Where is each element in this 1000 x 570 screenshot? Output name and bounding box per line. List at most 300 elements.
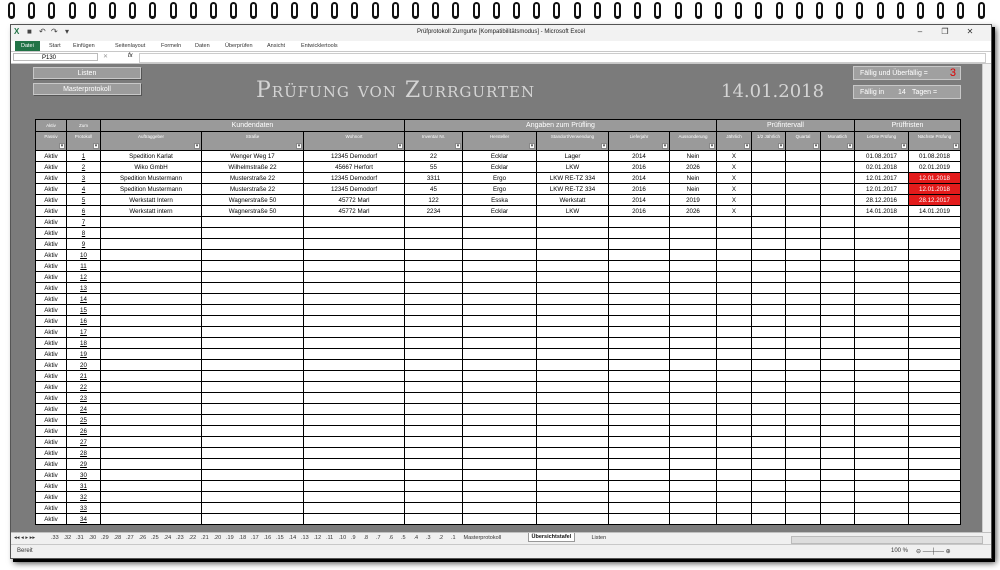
empty-cell[interactable] (786, 459, 821, 470)
empty-cell[interactable] (304, 360, 405, 371)
protokoll-link[interactable]: 30 (67, 470, 101, 481)
standort-cell[interactable]: Lager (537, 151, 609, 162)
empty-cell[interactable] (405, 349, 463, 360)
save-icon[interactable]: ■ (27, 27, 32, 36)
empty-cell[interactable] (855, 239, 909, 250)
empty-cell[interactable] (786, 503, 821, 514)
empty-cell[interactable] (909, 404, 961, 415)
empty-cell[interactable] (537, 228, 609, 239)
empty-cell[interactable] (101, 338, 202, 349)
empty-cell[interactable] (752, 415, 786, 426)
empty-cell[interactable] (537, 371, 609, 382)
close-icon[interactable]: ✕ (966, 27, 974, 36)
empty-cell[interactable] (670, 470, 717, 481)
empty-cell[interactable] (405, 448, 463, 459)
empty-cell[interactable] (670, 503, 717, 514)
sheet-tab[interactable]: .31 (76, 535, 84, 541)
empty-cell[interactable] (202, 481, 304, 492)
empty-cell[interactable] (821, 327, 855, 338)
monatlich-cell[interactable] (821, 206, 855, 217)
empty-cell[interactable] (609, 272, 670, 283)
empty-cell[interactable] (537, 415, 609, 426)
empty-cell[interactable] (101, 437, 202, 448)
empty-cell[interactable] (855, 382, 909, 393)
empty-cell[interactable] (609, 316, 670, 327)
empty-cell[interactable] (405, 360, 463, 371)
aktiv-cell[interactable]: Aktiv (36, 228, 67, 239)
empty-cell[interactable] (786, 228, 821, 239)
sheet-tab[interactable]: .15 (276, 535, 284, 541)
aktiv-cell[interactable]: Aktiv (36, 437, 67, 448)
protokoll-link[interactable]: 25 (67, 415, 101, 426)
quartal-cell[interactable] (786, 162, 821, 173)
empty-cell[interactable] (405, 481, 463, 492)
strasse-cell[interactable]: Wilhelmstraße 22 (202, 162, 304, 173)
quartal-cell[interactable] (786, 195, 821, 206)
empty-cell[interactable] (304, 294, 405, 305)
empty-cell[interactable] (101, 217, 202, 228)
empty-cell[interactable] (202, 360, 304, 371)
empty-cell[interactable] (752, 360, 786, 371)
aussonderung-cell[interactable]: 2026 (670, 206, 717, 217)
aussonderung-cell[interactable]: 2019 (670, 195, 717, 206)
empty-cell[interactable] (463, 448, 537, 459)
empty-cell[interactable] (717, 393, 752, 404)
empty-cell[interactable] (609, 283, 670, 294)
empty-cell[interactable] (717, 492, 752, 503)
empty-cell[interactable] (304, 371, 405, 382)
empty-cell[interactable] (304, 393, 405, 404)
empty-cell[interactable] (670, 514, 717, 525)
empty-cell[interactable] (821, 459, 855, 470)
empty-cell[interactable] (909, 239, 961, 250)
empty-cell[interactable] (909, 261, 961, 272)
redo-icon[interactable]: ↷ (51, 27, 58, 36)
strasse-cell[interactable]: Musterstraße 22 (202, 184, 304, 195)
aktiv-cell[interactable]: Aktiv (36, 327, 67, 338)
quartal-cell[interactable] (786, 184, 821, 195)
empty-cell[interactable] (821, 261, 855, 272)
empty-cell[interactable] (786, 272, 821, 283)
aktiv-cell[interactable]: Aktiv (36, 349, 67, 360)
empty-cell[interactable] (304, 404, 405, 415)
empty-cell[interactable] (855, 448, 909, 459)
empty-cell[interactable] (463, 228, 537, 239)
protokoll-link[interactable]: 31 (67, 481, 101, 492)
empty-cell[interactable] (537, 437, 609, 448)
empty-cell[interactable] (463, 514, 537, 525)
empty-cell[interactable] (101, 481, 202, 492)
empty-cell[interactable] (202, 338, 304, 349)
empty-cell[interactable] (202, 294, 304, 305)
empty-cell[interactable] (909, 360, 961, 371)
filter-dropdown-icon[interactable]: ▾ (710, 143, 714, 149)
empty-cell[interactable] (537, 448, 609, 459)
empty-cell[interactable] (101, 382, 202, 393)
letzte-pruefung-cell[interactable]: 12.01.2017 (855, 173, 909, 184)
wohnort-cell[interactable]: 12345 Demodorf (304, 151, 405, 162)
empty-cell[interactable] (609, 360, 670, 371)
standort-cell[interactable]: LKW RE-TZ 334 (537, 173, 609, 184)
sheet-tab[interactable]: Masterprotokoll (463, 535, 502, 541)
empty-cell[interactable] (101, 415, 202, 426)
lieferjahr-cell[interactable]: 2016 (609, 206, 670, 217)
empty-cell[interactable] (855, 371, 909, 382)
empty-cell[interactable] (752, 492, 786, 503)
vertical-scrollbar[interactable] (982, 64, 991, 532)
empty-cell[interactable] (717, 250, 752, 261)
empty-cell[interactable] (405, 459, 463, 470)
empty-cell[interactable] (855, 503, 909, 514)
protokoll-link[interactable]: 1 (67, 151, 101, 162)
sheet-tab[interactable]: .23 (176, 535, 184, 541)
protokoll-link[interactable]: 5 (67, 195, 101, 206)
faellig-in-days[interactable]: 14 (898, 89, 906, 96)
empty-cell[interactable] (405, 382, 463, 393)
filter-dropdown-icon[interactable]: ▾ (602, 143, 606, 149)
empty-cell[interactable] (202, 228, 304, 239)
empty-cell[interactable] (202, 415, 304, 426)
ribbon-tab[interactable]: Seitenlayout (115, 43, 146, 49)
jaehrlich-cell[interactable]: X (717, 162, 752, 173)
quartal-cell[interactable] (786, 151, 821, 162)
empty-cell[interactable] (909, 470, 961, 481)
empty-cell[interactable] (609, 371, 670, 382)
sheet-tab[interactable]: .8 (363, 535, 369, 541)
empty-cell[interactable] (463, 393, 537, 404)
letzte-pruefung-cell[interactable]: 01.08.2017 (855, 151, 909, 162)
auftraggeber-cell[interactable]: Werkstatt intern (101, 206, 202, 217)
empty-cell[interactable] (909, 514, 961, 525)
empty-cell[interactable] (304, 272, 405, 283)
empty-cell[interactable] (717, 459, 752, 470)
filter-dropdown-icon[interactable]: ▾ (297, 143, 301, 149)
empty-cell[interactable] (821, 448, 855, 459)
empty-cell[interactable] (855, 481, 909, 492)
protokoll-link[interactable]: 10 (67, 250, 101, 261)
empty-cell[interactable] (752, 305, 786, 316)
wohnort-cell[interactable]: 12345 Demodorf (304, 173, 405, 184)
ribbon-tab[interactable]: Start (49, 43, 61, 49)
protokoll-link[interactable]: 8 (67, 228, 101, 239)
empty-cell[interactable] (304, 283, 405, 294)
letzte-pruefung-cell[interactable]: 12.01.2017 (855, 184, 909, 195)
empty-cell[interactable] (405, 338, 463, 349)
empty-cell[interactable] (405, 239, 463, 250)
inventar-cell[interactable]: 45 (405, 184, 463, 195)
empty-cell[interactable] (304, 239, 405, 250)
empty-cell[interactable] (463, 272, 537, 283)
empty-cell[interactable] (405, 437, 463, 448)
empty-cell[interactable] (537, 492, 609, 503)
letzte-pruefung-cell[interactable]: 28.12.2016 (855, 195, 909, 206)
empty-cell[interactable] (609, 415, 670, 426)
empty-cell[interactable] (909, 415, 961, 426)
sheet-tab[interactable]: .32 (63, 535, 72, 541)
standort-cell[interactable]: LKW (537, 206, 609, 217)
empty-cell[interactable] (752, 503, 786, 514)
empty-cell[interactable] (821, 393, 855, 404)
filter-dropdown-icon[interactable]: ▾ (663, 143, 667, 149)
empty-cell[interactable] (752, 393, 786, 404)
empty-cell[interactable] (463, 371, 537, 382)
sheet-tab[interactable]: .26 (138, 535, 147, 541)
aktiv-cell[interactable]: Aktiv (36, 250, 67, 261)
empty-cell[interactable] (463, 283, 537, 294)
empty-cell[interactable] (670, 371, 717, 382)
empty-cell[interactable] (855, 283, 909, 294)
empty-cell[interactable] (909, 305, 961, 316)
empty-cell[interactable] (609, 382, 670, 393)
protokoll-link[interactable]: 23 (67, 393, 101, 404)
aktiv-cell[interactable]: Aktiv (36, 415, 67, 426)
empty-cell[interactable] (821, 250, 855, 261)
halbjaehrlich-cell[interactable] (752, 173, 786, 184)
protokoll-link[interactable]: 18 (67, 338, 101, 349)
empty-cell[interactable] (405, 514, 463, 525)
protokoll-link[interactable]: 13 (67, 283, 101, 294)
empty-cell[interactable] (717, 327, 752, 338)
empty-cell[interactable] (101, 283, 202, 294)
empty-cell[interactable] (821, 415, 855, 426)
empty-cell[interactable] (304, 382, 405, 393)
empty-cell[interactable] (101, 360, 202, 371)
empty-cell[interactable] (304, 437, 405, 448)
auftraggeber-cell[interactable]: Werkstatt Intern (101, 195, 202, 206)
empty-cell[interactable] (202, 437, 304, 448)
empty-cell[interactable] (537, 250, 609, 261)
empty-cell[interactable] (202, 382, 304, 393)
empty-cell[interactable] (609, 294, 670, 305)
protokoll-link[interactable]: 22 (67, 382, 101, 393)
sheet-tab[interactable]: .9 (351, 535, 356, 541)
strasse-cell[interactable]: Musterstraße 22 (202, 173, 304, 184)
empty-cell[interactable] (463, 327, 537, 338)
empty-cell[interactable] (537, 338, 609, 349)
standort-cell[interactable]: LKW (537, 162, 609, 173)
sheet-tab[interactable]: .4 (413, 535, 419, 541)
empty-cell[interactable] (537, 459, 609, 470)
halbjaehrlich-cell[interactable] (752, 184, 786, 195)
letzte-pruefung-cell[interactable]: 14.01.2018 (855, 206, 909, 217)
aktiv-cell[interactable]: Aktiv (36, 448, 67, 459)
empty-cell[interactable] (304, 228, 405, 239)
protokoll-link[interactable]: 2 (67, 162, 101, 173)
empty-cell[interactable] (609, 305, 670, 316)
sheet-tab[interactable]: .30 (88, 535, 97, 541)
naechste-pruefung-cell[interactable]: 28.12.2017 (909, 195, 961, 206)
empty-cell[interactable] (609, 470, 670, 481)
sheet-tab[interactable]: .13 (301, 535, 309, 541)
sheet-tab[interactable]: .18 (238, 535, 247, 541)
filter-dropdown-icon[interactable]: ▾ (902, 143, 906, 149)
naechste-pruefung-cell[interactable]: 14.01.2019 (909, 206, 961, 217)
empty-cell[interactable] (101, 228, 202, 239)
empty-cell[interactable] (101, 503, 202, 514)
empty-cell[interactable] (786, 338, 821, 349)
empty-cell[interactable] (786, 250, 821, 261)
empty-cell[interactable] (537, 393, 609, 404)
empty-cell[interactable] (101, 294, 202, 305)
aktiv-cell[interactable]: Aktiv (36, 404, 67, 415)
empty-cell[interactable] (202, 261, 304, 272)
empty-cell[interactable] (202, 470, 304, 481)
empty-cell[interactable] (821, 228, 855, 239)
empty-cell[interactable] (463, 250, 537, 261)
empty-cell[interactable] (855, 272, 909, 283)
aktiv-cell[interactable]: Aktiv (36, 206, 67, 217)
empty-cell[interactable] (405, 294, 463, 305)
empty-cell[interactable] (101, 448, 202, 459)
empty-cell[interactable] (855, 327, 909, 338)
empty-cell[interactable] (537, 426, 609, 437)
empty-cell[interactable] (463, 217, 537, 228)
protokoll-link[interactable]: 27 (67, 437, 101, 448)
empty-cell[interactable] (821, 481, 855, 492)
sheet-tab[interactable]: .22 (188, 535, 197, 541)
empty-cell[interactable] (537, 261, 609, 272)
empty-cell[interactable] (909, 393, 961, 404)
wohnort-cell[interactable]: 45667 Herfort (304, 162, 405, 173)
empty-cell[interactable] (670, 415, 717, 426)
fx-icon[interactable]: fx (128, 53, 133, 59)
empty-cell[interactable] (537, 294, 609, 305)
empty-cell[interactable] (855, 261, 909, 272)
jaehrlich-cell[interactable]: X (717, 206, 752, 217)
empty-cell[interactable] (405, 393, 463, 404)
empty-cell[interactable] (537, 470, 609, 481)
filter-dropdown-icon[interactable]: ▾ (779, 143, 783, 149)
undo-icon[interactable]: ↶ (39, 27, 46, 36)
empty-cell[interactable] (670, 437, 717, 448)
empty-cell[interactable] (463, 360, 537, 371)
empty-cell[interactable] (821, 217, 855, 228)
ribbon-tab[interactable]: Ansicht (267, 43, 286, 49)
naechste-pruefung-cell[interactable]: 12.01.2018 (909, 173, 961, 184)
hersteller-cell[interactable]: Ecklar (463, 206, 537, 217)
empty-cell[interactable] (202, 503, 304, 514)
empty-cell[interactable] (909, 250, 961, 261)
empty-cell[interactable] (717, 261, 752, 272)
aktiv-cell[interactable]: Aktiv (36, 393, 67, 404)
empty-cell[interactable] (752, 228, 786, 239)
lieferjahr-cell[interactable]: 2016 (609, 184, 670, 195)
empty-cell[interactable] (202, 272, 304, 283)
empty-cell[interactable] (786, 349, 821, 360)
empty-cell[interactable] (909, 371, 961, 382)
empty-cell[interactable] (909, 459, 961, 470)
empty-cell[interactable] (609, 437, 670, 448)
empty-cell[interactable] (786, 492, 821, 503)
filter-dropdown-icon[interactable]: ▾ (530, 143, 534, 149)
empty-cell[interactable] (855, 437, 909, 448)
jaehrlich-cell[interactable]: X (717, 151, 752, 162)
aktiv-cell[interactable]: Aktiv (36, 239, 67, 250)
sheet-tab[interactable]: .11 (326, 535, 334, 541)
empty-cell[interactable] (855, 305, 909, 316)
empty-cell[interactable] (909, 448, 961, 459)
empty-cell[interactable] (670, 228, 717, 239)
sheet-tab[interactable]: .17 (251, 535, 259, 541)
empty-cell[interactable] (463, 459, 537, 470)
empty-cell[interactable] (202, 349, 304, 360)
empty-cell[interactable] (717, 481, 752, 492)
empty-cell[interactable] (752, 470, 786, 481)
empty-cell[interactable] (786, 239, 821, 250)
ribbon-tab[interactable]: Entwicklertools (301, 43, 338, 49)
empty-cell[interactable] (752, 349, 786, 360)
aktiv-cell[interactable]: Aktiv (36, 492, 67, 503)
empty-cell[interactable] (202, 316, 304, 327)
empty-cell[interactable] (405, 492, 463, 503)
empty-cell[interactable] (717, 437, 752, 448)
empty-cell[interactable] (304, 459, 405, 470)
empty-cell[interactable] (405, 250, 463, 261)
empty-cell[interactable] (304, 305, 405, 316)
empty-cell[interactable] (609, 426, 670, 437)
protokoll-link[interactable]: 29 (67, 459, 101, 470)
empty-cell[interactable] (786, 327, 821, 338)
inventar-cell[interactable]: 3311 (405, 173, 463, 184)
empty-cell[interactable] (855, 217, 909, 228)
wohnort-cell[interactable]: 45772 Marl (304, 206, 405, 217)
empty-cell[interactable] (786, 382, 821, 393)
empty-cell[interactable] (202, 404, 304, 415)
empty-cell[interactable] (855, 316, 909, 327)
empty-cell[interactable] (304, 448, 405, 459)
empty-cell[interactable] (909, 316, 961, 327)
empty-cell[interactable] (821, 426, 855, 437)
empty-cell[interactable] (670, 404, 717, 415)
empty-cell[interactable] (101, 492, 202, 503)
aktiv-cell[interactable]: Aktiv (36, 294, 67, 305)
halbjaehrlich-cell[interactable] (752, 162, 786, 173)
empty-cell[interactable] (821, 272, 855, 283)
halbjaehrlich-cell[interactable] (752, 206, 786, 217)
empty-cell[interactable] (717, 503, 752, 514)
empty-cell[interactable] (463, 316, 537, 327)
empty-cell[interactable] (752, 371, 786, 382)
empty-cell[interactable] (304, 514, 405, 525)
empty-cell[interactable] (537, 305, 609, 316)
protokoll-link[interactable]: 14 (67, 294, 101, 305)
empty-cell[interactable] (609, 514, 670, 525)
empty-cell[interactable] (821, 305, 855, 316)
empty-cell[interactable] (304, 426, 405, 437)
empty-cell[interactable] (405, 305, 463, 316)
empty-cell[interactable] (537, 481, 609, 492)
empty-cell[interactable] (717, 228, 752, 239)
empty-cell[interactable] (202, 492, 304, 503)
empty-cell[interactable] (670, 349, 717, 360)
empty-cell[interactable] (537, 349, 609, 360)
protokoll-link[interactable]: 9 (67, 239, 101, 250)
protokoll-link[interactable]: 4 (67, 184, 101, 195)
empty-cell[interactable] (909, 437, 961, 448)
empty-cell[interactable] (786, 371, 821, 382)
empty-cell[interactable] (537, 283, 609, 294)
empty-cell[interactable] (670, 448, 717, 459)
monatlich-cell[interactable] (821, 184, 855, 195)
empty-cell[interactable] (786, 415, 821, 426)
empty-cell[interactable] (786, 294, 821, 305)
empty-cell[interactable] (405, 327, 463, 338)
empty-cell[interactable] (717, 338, 752, 349)
empty-cell[interactable] (821, 503, 855, 514)
empty-cell[interactable] (855, 228, 909, 239)
strasse-cell[interactable]: Wagnerstraße 50 (202, 195, 304, 206)
protokoll-link[interactable]: 3 (67, 173, 101, 184)
